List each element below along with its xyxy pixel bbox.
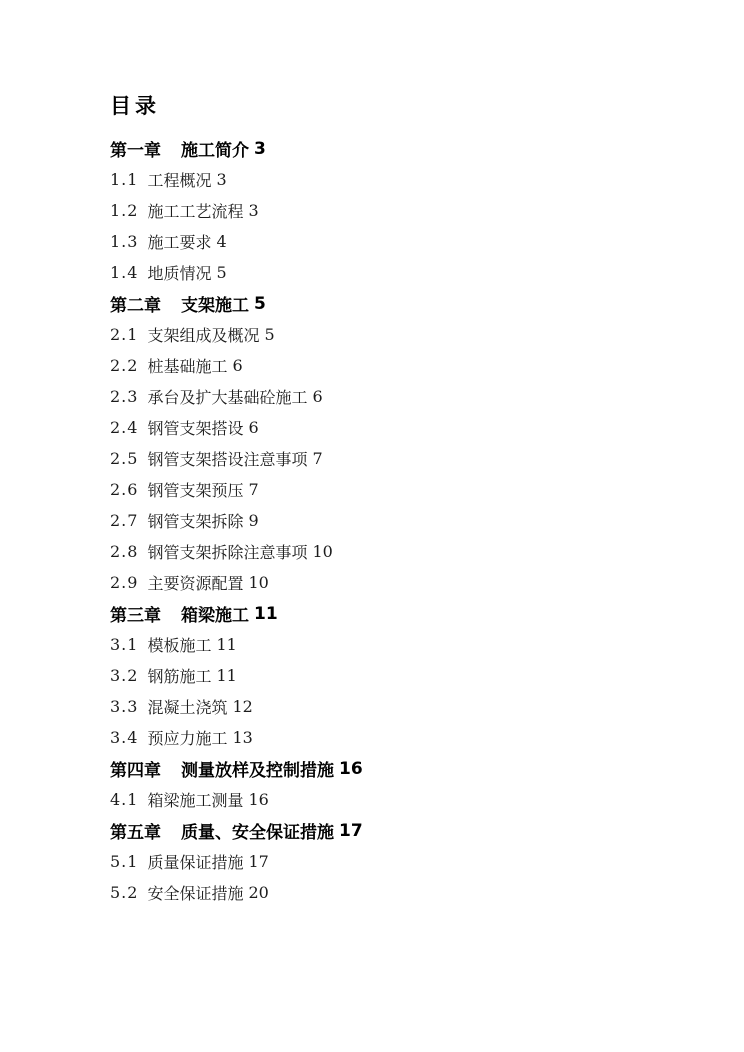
entry-title: 钢筋施工 [147, 667, 212, 686]
entry-title: 桩基础施工 [147, 357, 228, 376]
entry-page-number: 6 [232, 356, 243, 375]
entry-title: 钢管支架搭设注意事项 [147, 450, 308, 469]
entry-page-number: 7 [248, 480, 259, 499]
entry-page-number: 3 [216, 170, 227, 189]
entry-page-number: 16 [339, 758, 363, 779]
entry-page-number: 6 [312, 387, 323, 406]
entry-number: 第二章 [110, 296, 161, 316]
entry-number: 2.2 [110, 356, 139, 375]
toc-entry-sub [110, 536, 684, 567]
entry-page-number: 5 [264, 325, 275, 344]
entry-page-number: 3 [248, 201, 259, 220]
entry-number: 1.2 [110, 201, 139, 220]
toc-entry-sub [110, 474, 684, 505]
entry-number: 2.4 [110, 418, 139, 437]
toc-entry-sub [110, 319, 684, 350]
toc-entry-chapter [110, 133, 684, 164]
toc-entry-sub [110, 784, 684, 815]
entry-page-number: 10 [312, 542, 333, 561]
entry-page-number: 5 [216, 263, 227, 282]
entry-number: 3.4 [110, 728, 139, 747]
entry-page-number: 4 [216, 232, 227, 251]
entry-title: 箱梁施工 [181, 606, 249, 626]
entry-number: 2.5 [110, 449, 139, 468]
entry-number: 2.6 [110, 480, 139, 499]
toc-content [110, 94, 684, 908]
entry-title: 工程概况 [147, 171, 212, 190]
toc-entry-chapter [110, 815, 684, 846]
entry-number: 5.2 [110, 883, 139, 902]
entry-page-number: 12 [232, 697, 253, 716]
entry-number: 2.1 [110, 325, 139, 344]
entry-title: 混凝土浇筑 [147, 698, 228, 717]
entry-title: 施工工艺流程 [147, 202, 244, 221]
entry-title: 模板施工 [147, 636, 212, 655]
entry-number: 3.3 [110, 697, 139, 716]
entry-page-number: 10 [248, 573, 269, 592]
entry-title: 施工简介 [181, 141, 249, 161]
entry-number: 1.1 [110, 170, 139, 189]
toc-entry-chapter [110, 753, 684, 784]
entry-number: 3.1 [110, 635, 139, 654]
entry-page-number: 5 [254, 293, 266, 314]
entry-title: 钢管支架预压 [147, 481, 244, 500]
toc-entry-sub [110, 691, 684, 722]
entry-title: 钢管支架拆除 [147, 512, 244, 531]
entry-number: 第四章 [110, 761, 161, 781]
entry-number: 2.9 [110, 573, 139, 592]
toc-entry-sub [110, 846, 684, 877]
entry-number: 2.8 [110, 542, 139, 561]
entry-page-number: 9 [248, 511, 259, 530]
entry-page-number: 11 [216, 635, 237, 654]
entry-number: 3.2 [110, 666, 139, 685]
entry-page-number: 20 [248, 883, 269, 902]
entry-number: 2.3 [110, 387, 139, 406]
entry-number: 2.7 [110, 511, 139, 530]
entry-page-number: 16 [248, 790, 269, 809]
entry-title: 箱梁施工测量 [147, 791, 244, 810]
entry-page-number: 13 [232, 728, 253, 747]
toc-entry-sub [110, 195, 684, 226]
toc-entry-sub [110, 567, 684, 598]
entry-number: 4.1 [110, 790, 139, 809]
toc-entry-sub [110, 164, 684, 195]
toc-entry-sub [110, 877, 684, 908]
toc-entry-sub [110, 443, 684, 474]
toc-entry-sub [110, 660, 684, 691]
entry-page-number: 11 [216, 666, 237, 685]
toc-title: 目录 [110, 94, 160, 118]
toc-entry-chapter [110, 288, 684, 319]
entry-page-number: 17 [339, 820, 363, 841]
entry-title: 施工要求 [147, 233, 212, 252]
entry-page-number: 6 [248, 418, 259, 437]
toc-list [110, 133, 684, 908]
toc-entry-sub [110, 629, 684, 660]
entry-page-number: 3 [254, 138, 266, 159]
entry-title: 测量放样及控制措施 [181, 761, 334, 781]
toc-entry-sub [110, 505, 684, 536]
entry-title: 支架组成及概况 [147, 326, 260, 345]
entry-title: 质量、安全保证措施 [181, 823, 334, 843]
toc-entry-sub [110, 257, 684, 288]
entry-number: 5.1 [110, 852, 139, 871]
toc-entry-sub [110, 412, 684, 443]
toc-entry-sub [110, 350, 684, 381]
entry-title: 安全保证措施 [147, 884, 244, 903]
entry-title: 预应力施工 [147, 729, 228, 748]
entry-page-number: 11 [254, 603, 278, 624]
entry-number: 1.4 [110, 263, 139, 282]
entry-title: 承台及扩大基础砼施工 [147, 388, 308, 407]
entry-title: 钢管支架搭设 [147, 419, 244, 438]
entry-title: 地质情况 [147, 264, 212, 283]
toc-entry-sub [110, 226, 684, 257]
toc-entry-chapter [110, 598, 684, 629]
entry-number: 第五章 [110, 823, 161, 843]
toc-entry-sub [110, 381, 684, 412]
entry-page-number: 7 [312, 449, 323, 468]
entry-title: 质量保证措施 [147, 853, 244, 872]
entry-title: 支架施工 [181, 296, 249, 316]
entry-title: 主要资源配置 [147, 574, 244, 593]
entry-number: 1.3 [110, 232, 139, 251]
entry-title: 钢管支架拆除注意事项 [147, 543, 308, 562]
entry-number: 第一章 [110, 141, 161, 161]
entry-number: 第三章 [110, 606, 161, 626]
toc-entry-sub [110, 722, 684, 753]
entry-page-number: 17 [248, 852, 269, 871]
